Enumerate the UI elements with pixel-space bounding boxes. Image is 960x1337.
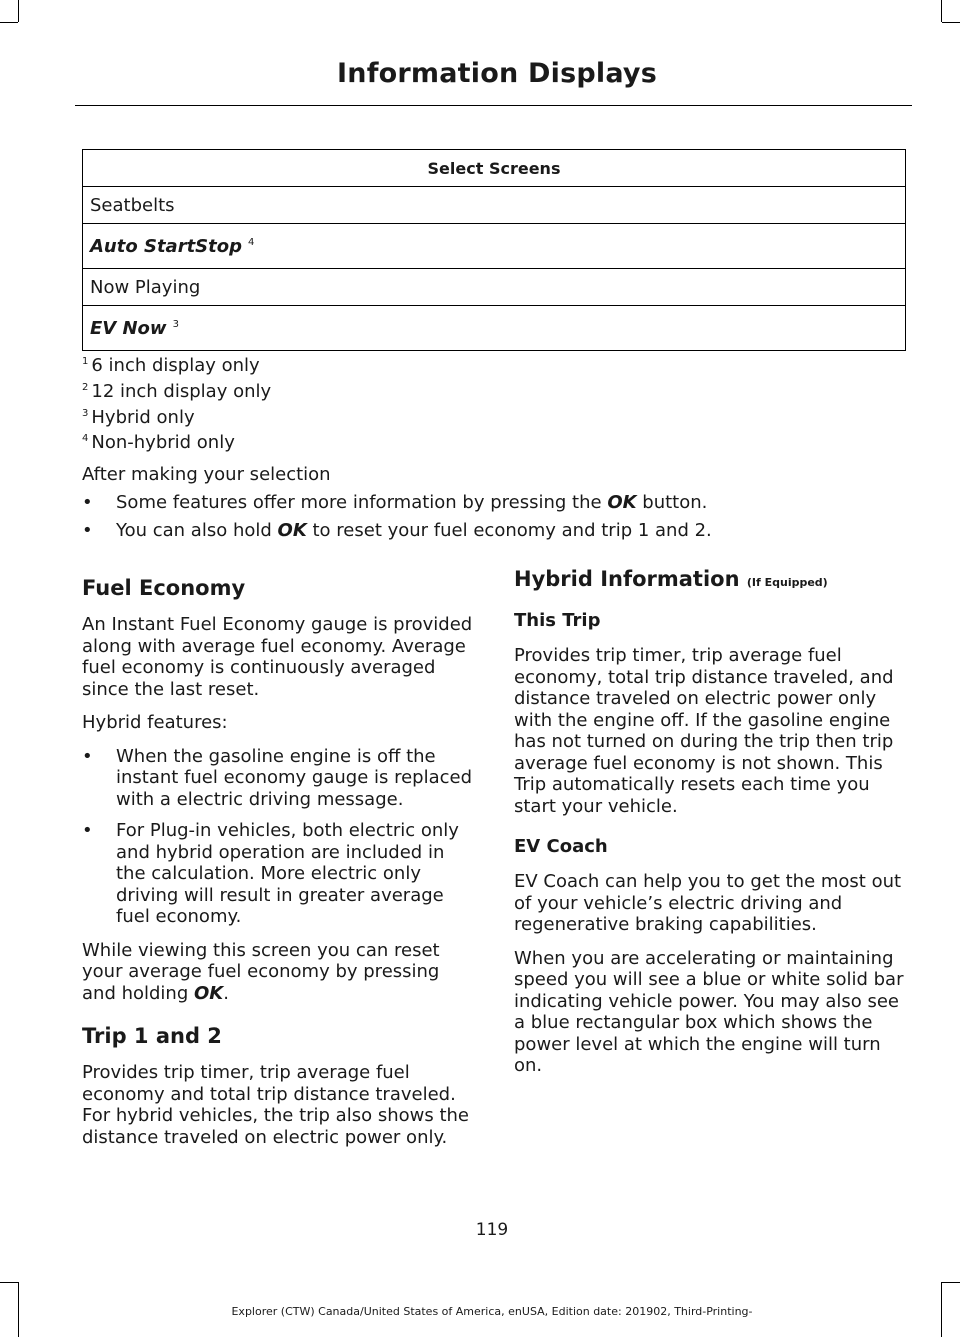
footnote-ref: 4 [248,236,255,248]
footnote-3: $^3$ Hybrid only [82,407,195,428]
table-row [83,306,906,351]
hybrid-info-heading: Hybrid Information (If Equipped) [514,567,828,591]
page-number: 119 [475,1220,509,1240]
hybrid-features-label: Hybrid features: [82,712,228,733]
trip-heading: Trip 1 and 2 [82,1024,222,1048]
list-item: • When the gasoline engine is off the instant fuel economy gauge is replaced with a electric driving message. [82,746,477,811]
crop-mark-top-right-v [941,0,942,22]
ev-coach-paragraph-2: When you are accelerating or maintaining speed you will see a blue or white solid bar indicating vehicle power. You may also see a blue rectangular box which shows the power level at which the engine will turn on. [514,947,904,1076]
table-cell-seatbelts: Seatbelts [83,187,906,224]
table-row [83,269,906,306]
footnote-2: $^2$ 12 inch display only [82,381,272,402]
this-trip-paragraph: Provides trip timer, trip average fuel economy, total trip distance traveled, and distance traveled on electric power only with the engine off. If the gasoline engine has not turned on during the trip then trip average fuel economy is not shown. This Trip automatically resets each time you start your vehicle. [514,645,894,817]
trip-paragraph: Provides trip timer, trip average fuel economy and total trip distance traveled. For hybrid vehicles, the trip also shows the distance traveled on electric power only. [82,1062,469,1148]
fuel-economy-paragraph: An Instant Fuel Economy gauge is provided along with average fuel economy. Average fuel economy is continuously averaged since the last reset. [82,614,473,700]
after-selection-intro: After making your selection [82,464,331,485]
this-trip-heading: This Trip [514,610,601,631]
crop-mark-top-left-h [0,22,18,23]
fuel-economy-heading: Fuel Economy [82,576,246,600]
crop-mark-bottom-left-h [0,1282,18,1283]
left-column [82,574,477,1160]
page-title: Information Displays [337,58,657,89]
crop-mark-bottom-right-h [942,1282,960,1283]
table-cell-now-playing: Now Playing [83,269,906,306]
ev-coach-paragraph-1: EV Coach can help you to get the most out of your vehicle’s electric driving and regenerative braking capabilities. [514,871,902,935]
table-row [83,187,906,224]
list-item: • You can also hold OK to reset your fuel economy and trip 1 and 2. [82,520,712,541]
footnote-ref: 3 [172,318,179,330]
title-divider [75,105,912,106]
list-item: • Some features offer more information by pressing the OK button. [82,492,708,513]
equipped-note: (If Equipped) [746,576,828,589]
footer-text: Explorer (CTW) Canada/United States of America, enUSA, Edition date: 201902, Third-Printing- [231,1305,753,1318]
footnote-4: $^4$ Non-hybrid only [82,432,235,453]
footnote-1: $^1$ 6 inch display only [82,355,260,376]
ev-coach-heading: EV Coach [514,836,608,857]
reset-paragraph: While viewing this screen you can reset your average fuel economy by pressing and holding OK. [82,939,440,1004]
table-cell-ev-now: EV Now $^3$ [83,306,906,351]
crop-mark-top-right-h [942,22,960,23]
select-screens-table [82,149,906,351]
table-row [83,224,906,269]
list-item: • For Plug-in vehicles, both electric only and hybrid operation are included in the calculation. More electric only driving will result in greater average fuel economy. [82,820,477,928]
crop-mark-top-left-v [18,0,19,22]
table-header: Select Screens [83,150,906,187]
table-cell-auto-startstop: Auto StartStop $^4$ [83,224,906,269]
right-column [514,565,914,1089]
hybrid-features-list [82,746,477,928]
